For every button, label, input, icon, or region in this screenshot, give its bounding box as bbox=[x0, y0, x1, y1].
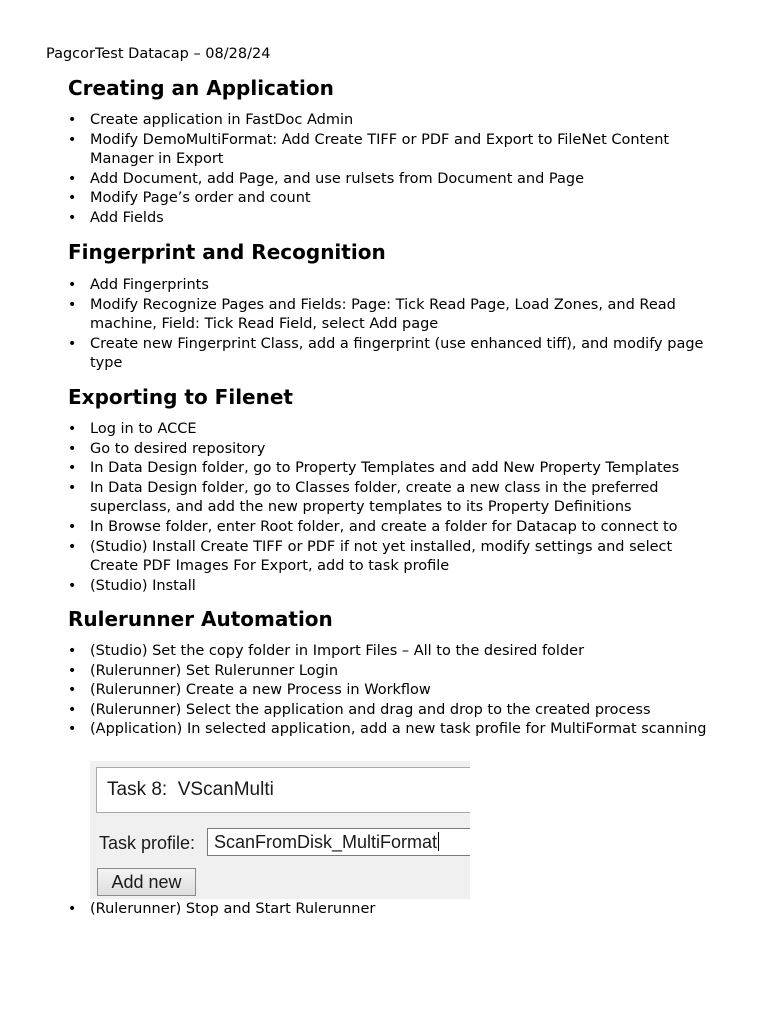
bullet-icon: • bbox=[68, 538, 77, 555]
bullet-icon: • bbox=[68, 682, 77, 699]
list-item bbox=[68, 577, 708, 597]
bullet-list-rulerunner-final bbox=[68, 900, 708, 920]
list-item bbox=[68, 420, 708, 440]
bullet-icon: • bbox=[68, 662, 77, 679]
list-item-text: (Studio) Set the copy folder in Import Files – All to the desired folder bbox=[90, 643, 585, 659]
task-profile-value: ScanFromDisk_MultiFormat bbox=[214, 832, 438, 852]
bullet-icon: • bbox=[68, 131, 77, 148]
list-item bbox=[68, 538, 708, 577]
list-item-text: (Studio) Install Create TIFF or PDF if not yet installed, modify settings and select Create PDF Images For Export, add to task profile bbox=[90, 538, 673, 575]
task-profile-label: Task profile: bbox=[99, 833, 196, 853]
add-new-button[interactable]: Add new bbox=[97, 868, 196, 896]
list-item-text: Modify Recognize Pages and Fields: Page: Tick Read Page, Load Zones, and Read machine, Field: Tick Read Field, select Add page bbox=[90, 296, 676, 333]
list-item bbox=[68, 189, 708, 209]
task-profile-screenshot bbox=[90, 761, 470, 899]
bullet-icon: • bbox=[68, 170, 77, 187]
list-item-text: In Browse folder, enter Root folder, and create a folder for Datacap to connect to bbox=[90, 518, 678, 535]
bullet-icon: • bbox=[68, 460, 77, 477]
list-item-text: Add Document, add Page, and use rulsets from Document and Page bbox=[90, 170, 584, 187]
list-item bbox=[68, 662, 708, 682]
bullet-icon: • bbox=[68, 721, 77, 738]
task-title: Task 8: VScanMulti bbox=[107, 779, 274, 800]
list-item-text: (Studio) Install bbox=[90, 577, 196, 594]
bullet-icon: • bbox=[68, 421, 77, 437]
list-item-text: Add Fingerprints bbox=[90, 277, 209, 293]
document-header: PagcorTest Datacap – 08/28/24 bbox=[46, 46, 271, 62]
list-item-text: (Application) In selected application, add a new task profile for MultiFormat scanning bbox=[90, 721, 707, 738]
section-title-creating-application: Creating an Application bbox=[68, 76, 334, 100]
bullet-icon: • bbox=[68, 440, 77, 457]
section-title-exporting-filenet: Exporting to Filenet bbox=[68, 385, 293, 409]
text-caret bbox=[438, 832, 439, 851]
bullet-icon: • bbox=[68, 479, 77, 496]
list-item-text: In Data Design folder, go to Classes folder, create a new class in the preferred superclass, and add the new property templates to its Property Definitions bbox=[90, 479, 659, 516]
bullet-icon: • bbox=[68, 190, 77, 207]
list-item-text: (Rulerunner) Create a new Process in Workflow bbox=[90, 682, 431, 699]
list-item-text: (Rulerunner) Select the application and drag and drop to the created process bbox=[90, 701, 651, 718]
list-item-text: (Rulerunner) Stop and Start Rulerunner bbox=[90, 901, 376, 917]
bullet-icon: • bbox=[68, 296, 77, 313]
list-item bbox=[68, 900, 708, 920]
list-item-text: Modify Page’s order and count bbox=[90, 190, 311, 207]
list-item bbox=[68, 642, 708, 662]
list-item bbox=[68, 131, 708, 170]
list-item bbox=[68, 459, 708, 479]
section-title-fingerprint-recognition: Fingerprint and Recognition bbox=[68, 240, 386, 264]
bullet-icon: • bbox=[68, 643, 77, 659]
list-item bbox=[68, 681, 708, 701]
list-item-text: Log in to ACCE bbox=[90, 421, 197, 437]
bullet-list-creating-application bbox=[68, 111, 708, 229]
list-item bbox=[68, 701, 708, 721]
bullet-list-rulerunner-automation bbox=[68, 642, 708, 740]
task-profile-input[interactable] bbox=[207, 828, 470, 856]
bullet-icon: • bbox=[68, 112, 77, 128]
list-item-text: (Rulerunner) Set Rulerunner Login bbox=[90, 662, 339, 679]
list-item bbox=[68, 209, 708, 229]
bullet-icon: • bbox=[68, 901, 77, 917]
list-item-text: Create new Fingerprint Class, add a fingerprint (use enhanced tiff), and modify page type bbox=[90, 335, 704, 372]
list-item-text: Create application in FastDoc Admin bbox=[90, 112, 354, 128]
list-item bbox=[68, 296, 708, 335]
section-title-rulerunner-automation: Rulerunner Automation bbox=[68, 607, 333, 631]
list-item bbox=[68, 276, 708, 296]
bullet-icon: • bbox=[68, 701, 77, 718]
list-item-text: Go to desired repository bbox=[90, 440, 266, 457]
list-item bbox=[68, 335, 708, 374]
bullet-list-fingerprint-recognition bbox=[68, 276, 708, 374]
bullet-icon: • bbox=[68, 209, 77, 226]
list-item bbox=[68, 518, 708, 538]
list-item-text: In Data Design folder, go to Property Templates and add New Property Templates bbox=[90, 460, 680, 477]
list-item bbox=[68, 111, 708, 131]
list-item bbox=[68, 440, 708, 460]
list-item bbox=[68, 479, 708, 518]
list-item bbox=[68, 170, 708, 190]
bullet-list-exporting-filenet bbox=[68, 420, 708, 596]
list-item-text: Modify DemoMultiFormat: Add Create TIFF or PDF and Export to FileNet Content Manager in Export bbox=[90, 131, 670, 168]
bullet-icon: • bbox=[68, 277, 77, 293]
bullet-icon: • bbox=[68, 335, 77, 352]
bullet-icon: • bbox=[68, 518, 77, 535]
list-item-text: Add Fields bbox=[90, 209, 164, 226]
task-title-box bbox=[96, 767, 470, 813]
list-item bbox=[68, 720, 708, 740]
bullet-icon: • bbox=[68, 577, 77, 594]
